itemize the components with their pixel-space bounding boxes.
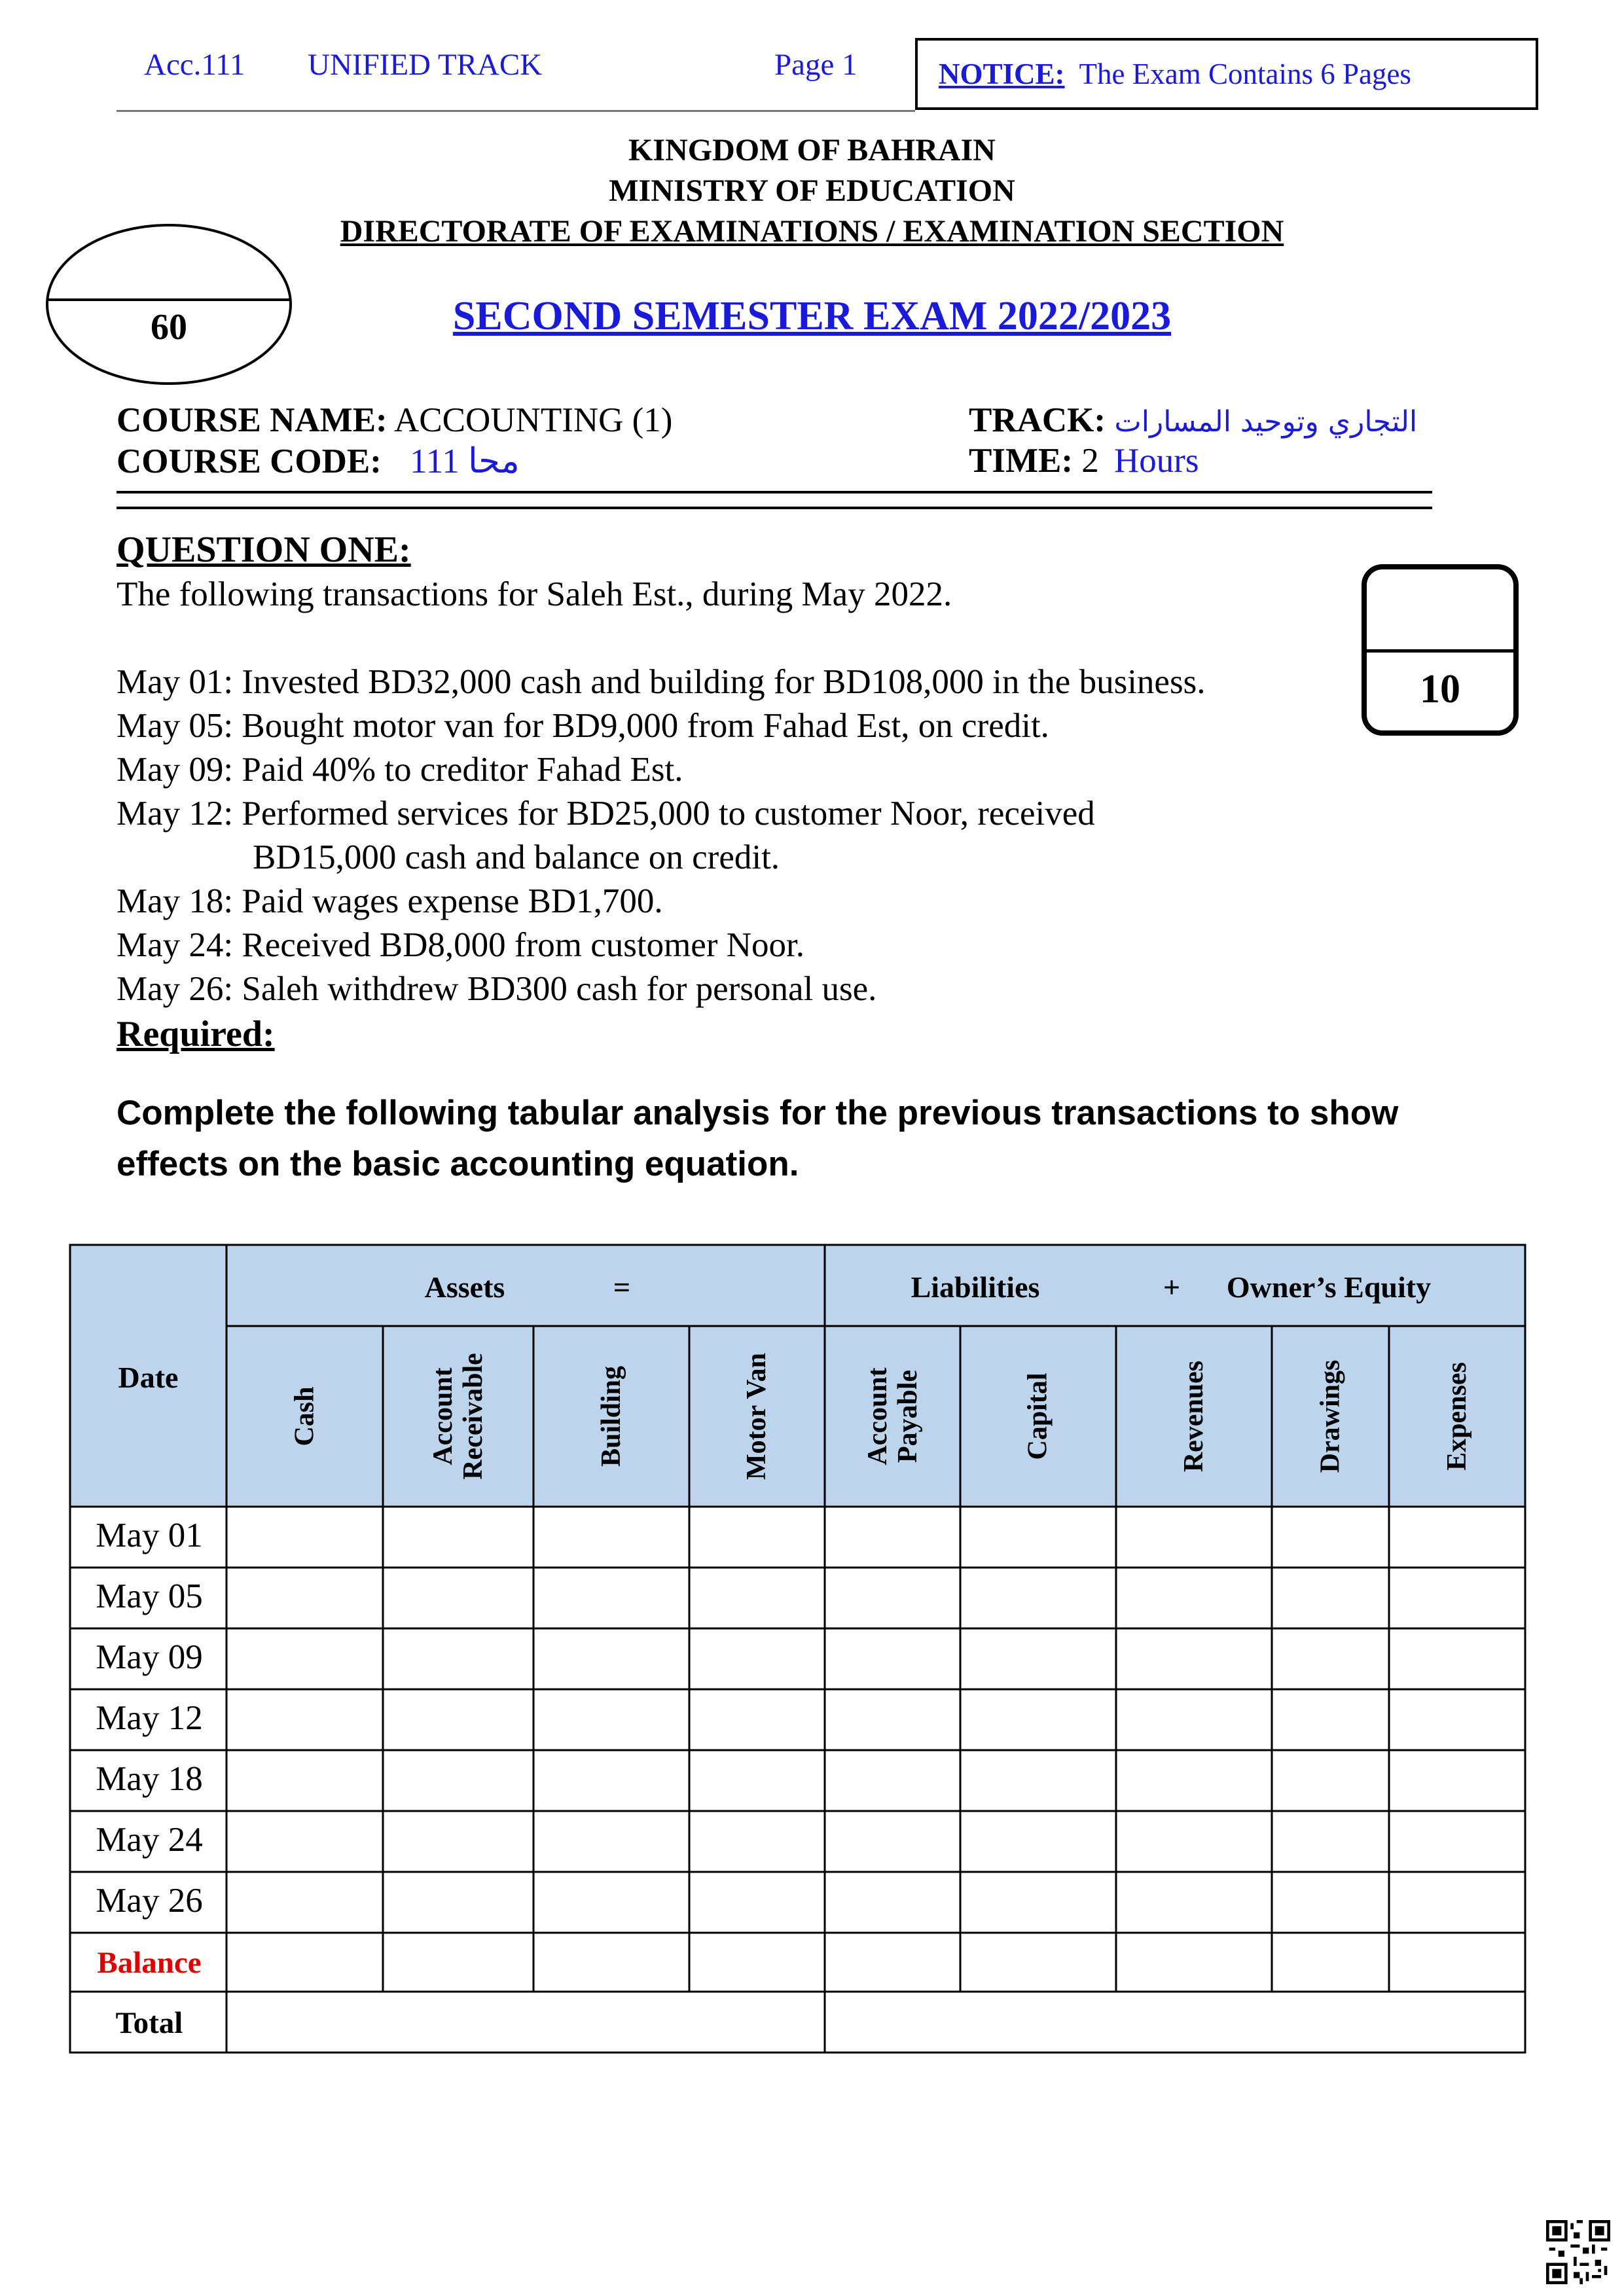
transaction-text: Received BD8,000 from customer Noor.	[242, 926, 804, 964]
title-ministry: MINISTRY OF EDUCATION	[609, 173, 1015, 208]
time-unit: Hours	[1114, 442, 1199, 480]
column-header-motor-van	[689, 1326, 825, 1507]
notice-label: NOTICE:	[939, 58, 1065, 90]
transaction-text: Paid wages expense BD1,700.	[242, 882, 663, 920]
header-page-number: Page 1	[774, 48, 857, 82]
row-label-date: May 12	[96, 1699, 203, 1737]
notice-text: The Exam Contains 6 Pages	[1079, 58, 1411, 90]
row-label-date: May 18	[96, 1760, 203, 1798]
column-header-cash	[226, 1326, 383, 1507]
transaction-text: Paid 40% to creditor Fahad Est.	[242, 751, 683, 789]
column-header-label: Account Receivable	[428, 1353, 488, 1480]
column-header-label: Account Payable	[862, 1367, 923, 1465]
column-header-label: Cash	[289, 1386, 320, 1446]
header-track: UNIFIED TRACK	[308, 48, 543, 82]
assets-header: Assets	[424, 1270, 505, 1304]
transaction-text: Invested BD32,000 cash and building for BD108,000 in the business.	[242, 663, 1206, 701]
transaction-text-continued: BD15,000 cash and balance on credit.	[253, 838, 780, 876]
column-header-label: Expenses	[1441, 1362, 1472, 1471]
total-score-value: 60	[151, 307, 187, 348]
column-header-label: Drawings	[1315, 1359, 1346, 1473]
question-score-value: 10	[1420, 667, 1460, 711]
transaction-date: May 01:	[117, 663, 234, 701]
transaction-date: May 26:	[117, 970, 234, 1008]
header-course-code: Acc.111	[144, 48, 245, 82]
track-label: TRACK:	[969, 401, 1106, 439]
row-label-total: Total	[115, 2006, 183, 2040]
qr-code-icon	[1546, 2220, 1610, 2284]
transaction-text: Performed services for BD25,000 to customer Noor, received	[242, 795, 1095, 833]
title-kingdom: KINGDOM OF BAHRAIN	[628, 133, 996, 168]
transaction-date: May 09:	[117, 751, 234, 789]
owners-equity-header: Owner’s Equity	[1226, 1270, 1432, 1304]
plus-sign: +	[1163, 1270, 1181, 1304]
column-header-revenues	[1116, 1326, 1272, 1507]
course-code-value: 111 محا	[410, 442, 520, 480]
column-header-label: Capital	[1022, 1372, 1053, 1460]
course-name-label: COURSE NAME:	[117, 401, 388, 439]
row-label-date: May 09	[96, 1638, 203, 1676]
column-header-label: Revenues	[1178, 1360, 1209, 1473]
row-label-date: May 01	[96, 1516, 203, 1554]
row-label-date: May 26	[96, 1882, 203, 1920]
liabilities-header: Liabilities	[911, 1270, 1040, 1304]
course-name-value: ACCOUNTING (1)	[394, 401, 673, 439]
column-header-expenses	[1389, 1326, 1525, 1507]
column-header-account-payable	[825, 1326, 960, 1507]
transaction-date: May 05:	[117, 707, 234, 745]
date-column-header: Date	[118, 1361, 179, 1394]
column-header-drawings	[1272, 1326, 1389, 1507]
time-label: TIME:	[969, 442, 1073, 480]
required-label: Required:	[117, 1014, 275, 1054]
transaction-text: Bought motor van for BD9,000 from Fahad Est, on credit.	[242, 707, 1049, 745]
course-code-label: COURSE CODE:	[117, 442, 382, 480]
column-header-label: Motor Van	[742, 1352, 772, 1480]
column-header-building	[533, 1326, 689, 1507]
required-instruction: Complete the following tabular analysis for the previous transactions to show effects on the basic accounting equation.	[117, 1094, 1399, 1183]
transaction-date: May 12:	[117, 795, 234, 833]
title-directorate: DIRECTORATE OF EXAMINATIONS / EXAMINATION SECTION	[340, 214, 1284, 249]
column-header-account-receivable	[383, 1326, 533, 1507]
row-label-balance: Balance	[97, 1946, 202, 1980]
column-header-capital	[960, 1326, 1116, 1507]
transaction-text: Saleh withdrew BD300 cash for personal use.	[242, 970, 877, 1008]
exam-title: SECOND SEMESTER EXAM 2022/2023	[452, 294, 1172, 338]
column-header-label: Building	[596, 1365, 626, 1467]
row-label-date: May 05	[96, 1577, 203, 1615]
transaction-date: May 18:	[117, 882, 234, 920]
transaction-date: May 24:	[117, 926, 234, 964]
equals-sign: =	[613, 1270, 631, 1304]
track-value: التجاري وتوحيد المسارات	[1114, 405, 1418, 439]
question-title: QUESTION ONE:	[117, 529, 411, 570]
question-intro: The following transactions for Saleh Est., during May 2022.	[117, 575, 952, 613]
row-label-date: May 24	[96, 1821, 203, 1859]
time-value: 2	[1081, 442, 1099, 480]
